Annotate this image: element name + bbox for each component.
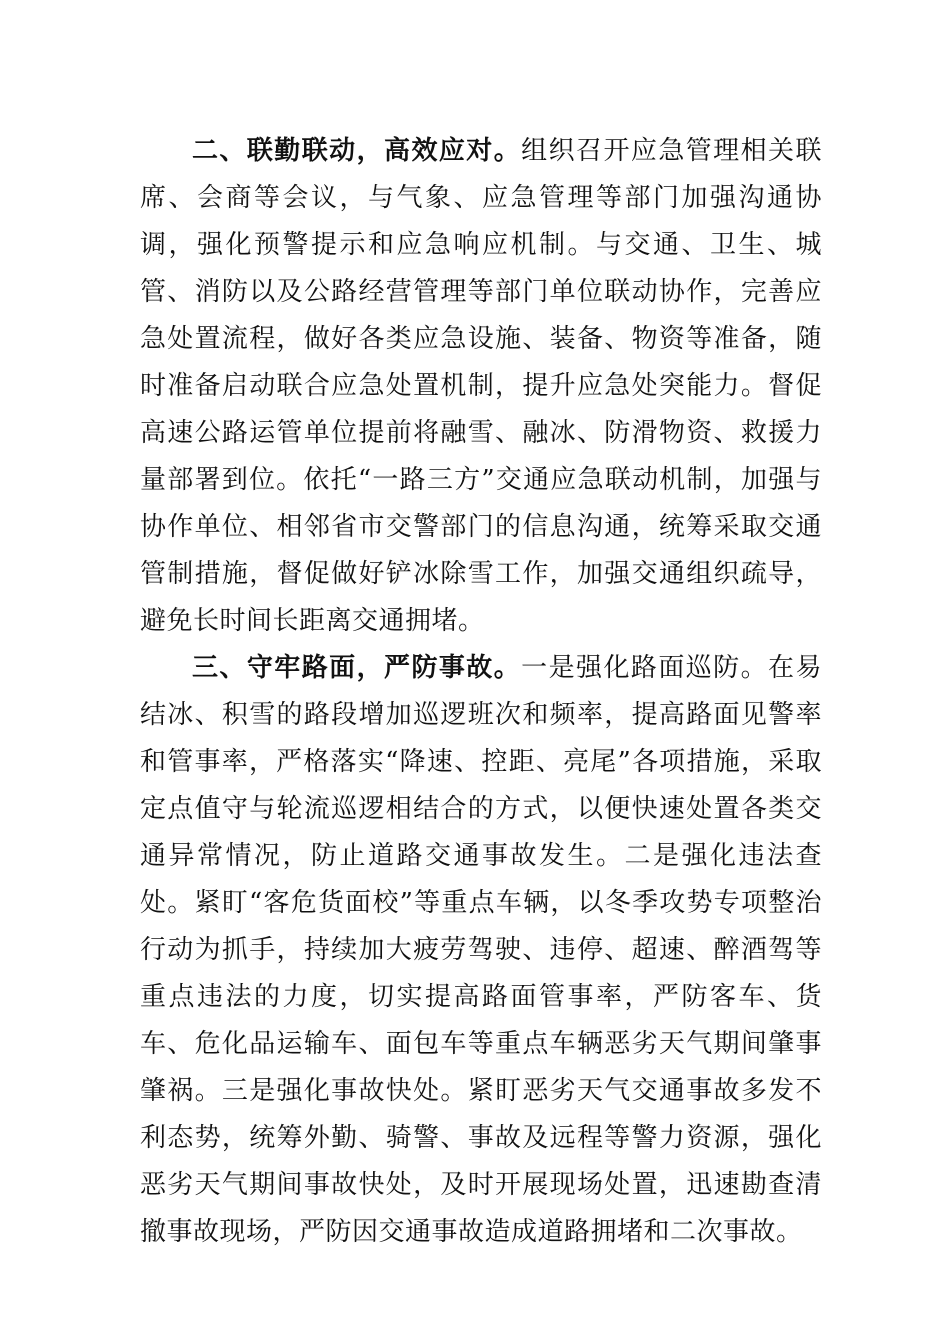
paragraph-heading: 三、守牢路面，严防事故。 xyxy=(192,653,522,683)
paragraph-heading: 二、联勤联动，高效应对。 xyxy=(192,136,522,166)
paragraph-road-safety xyxy=(140,645,822,1256)
paragraph-body: 一是强化路面巡防。在易结冰、积雪的路段增加巡逻班次和频率，提高路面见警率和管事率，严格落实“降速、控距、亮尾”各项措施，采取定点值守与轮流巡逻相结合的方式，以便快速处置各类交通异常情况，防止道路交通事故发生。二是强化违法查处。紧盯“客危货面校”等重点车辆，以冬季攻势专项整治行动为抓手，持续加大疲劳驾驶、违停、超速、醉酒驾等重点违法的力度，切实提高路面管事率，严防客车、货车、危化品运输车、面包车等重点车辆恶劣天气期间肇事肇祸。三是强化事故快处。紧盯恶劣天气交通事故多发不利态势，统筹外勤、骑警、事故及远程等警力资源，强化恶劣天气期间事故快处，及时开展现场处置，迅速勘查清撤事故现场，严防因交通事故造成道路拥堵和二次事故。 xyxy=(140,653,822,1247)
paragraph-body: 组织召开应急管理相关联席、会商等会议，与气象、应急管理等部门加强沟通协调，强化预警提示和应急响应机制。与交通、卫生、城管、消防以及公路经营管理等部门单位联动协作，完善应急处置流程，做好各类应急设施、装备、物资等准备，随时准备启动联合应急处置机制，提升应急处突能力。督促高速公路运管单位提前将融雪、融冰、防滑物资、救援力量部署到位。依托“一路三方”交通应急联动机制，加强与协作单位、相邻省市交警部门的信息沟通，统筹采取交通管制措施，督促做好铲冰除雪工作，加强交通组织疏导，避免长时间长距离交通拥堵。 xyxy=(140,136,822,636)
paragraph-joint-response xyxy=(140,128,822,645)
